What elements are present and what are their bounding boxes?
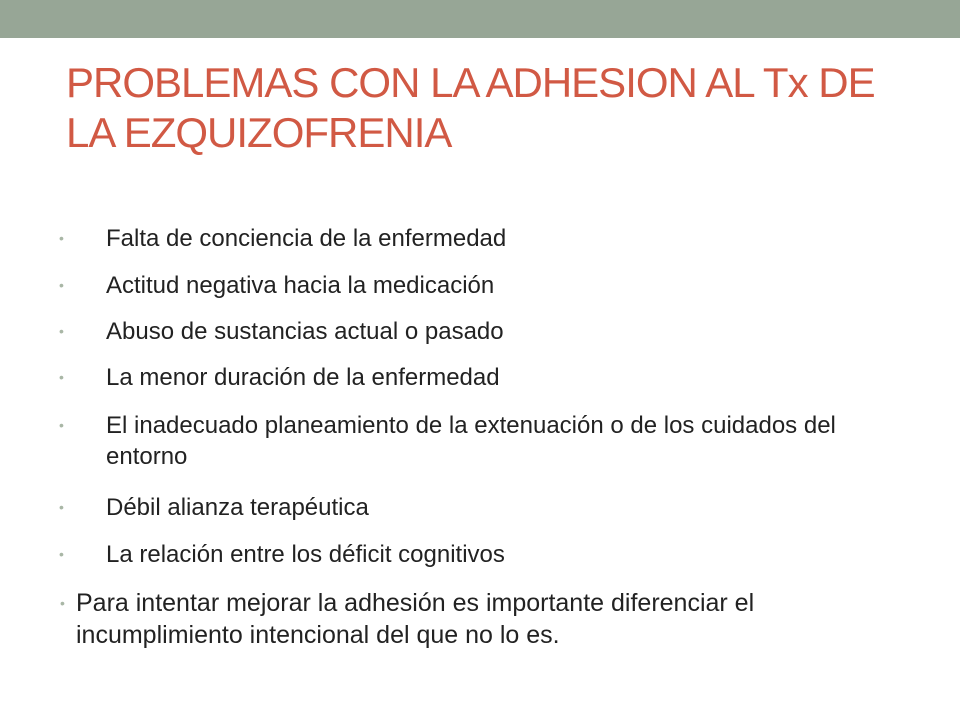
slide-title: PROBLEMAS CON LA ADHESION AL Tx DE LA EZQUIZOFRENIA <box>66 59 875 156</box>
list-item-text: Abuso de sustancias actual o pasado <box>106 318 504 345</box>
bullet-icon: • <box>59 323 64 339</box>
list-item-text: Actitud negativa hacia la medicación <box>106 272 495 299</box>
list-item <box>59 362 906 393</box>
conclusion-item <box>60 587 906 651</box>
conclusion-text: Para intentar mejorar la adhesión es importante diferenciar el incumplimiento intencional del que no lo es. <box>76 589 755 649</box>
list-item <box>59 539 906 570</box>
list-item-text: Débil alianza terapéutica <box>106 494 369 521</box>
list-item-text: El inadecuado planeamiento de la extenuación o de los cuidados del entorno <box>106 412 836 470</box>
list-item-text: Falta de conciencia de la enfermedad <box>106 225 507 252</box>
list-item <box>59 492 906 523</box>
bullet-icon: • <box>59 369 64 385</box>
list-item <box>59 270 906 301</box>
bullet-icon: • <box>59 230 64 246</box>
bullet-icon: • <box>60 595 65 611</box>
bullet-icon: • <box>59 499 64 515</box>
list-item-text: La menor duración de la enfermedad <box>106 364 500 391</box>
list-item <box>59 410 906 472</box>
bullet-icon: • <box>59 546 64 562</box>
list-item <box>59 223 906 254</box>
bullet-icon: • <box>59 277 64 293</box>
list-item-text: La relación entre los déficit cognitivos <box>106 541 505 568</box>
bullet-icon: • <box>59 417 64 433</box>
list-item <box>59 316 906 347</box>
